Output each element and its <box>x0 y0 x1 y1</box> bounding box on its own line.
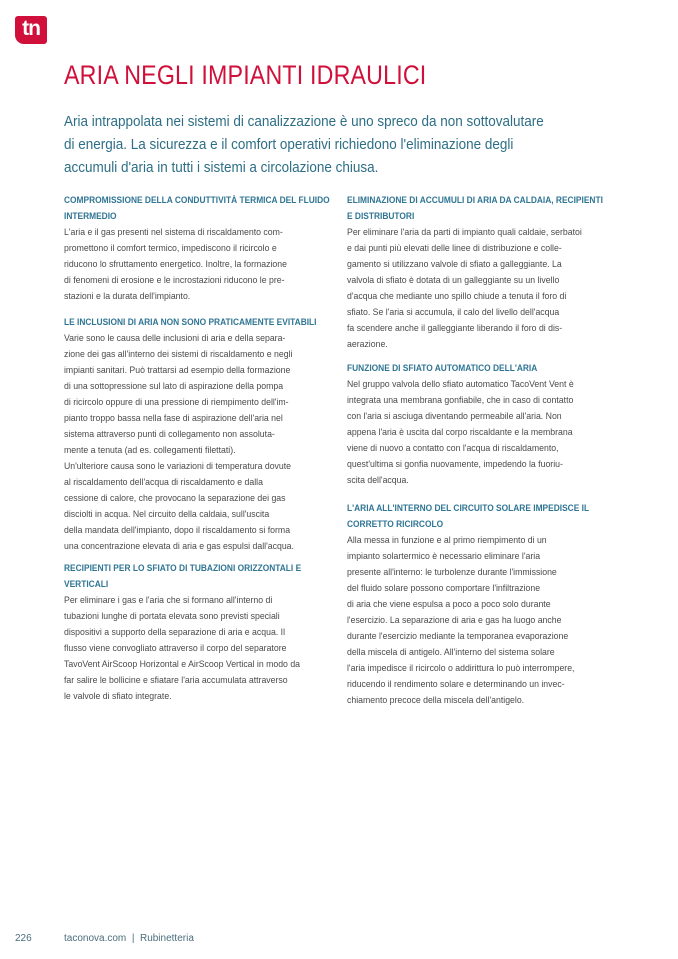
body-line: promettono il comfort termico, impediscono il ricircolo e <box>64 242 277 253</box>
intro-line: Aria intrappolata nei sistemi di canalizzazione è uno spreco da non sottovalutare <box>64 114 544 130</box>
body-line: appena l'aria è uscita dal corpo riscaldante e la membrana <box>347 426 573 437</box>
body-line: cessione di calore, che provocano la separazione dei gas <box>64 492 286 503</box>
section-body <box>347 224 637 352</box>
body-line: impianto solartermico è necessario eliminare l'aria <box>347 550 541 561</box>
section-heading <box>64 560 354 592</box>
body-line: Per eliminare i gas e l'aria che si formano all'interno di <box>64 594 273 605</box>
body-line: di una sottopressione sul lato di aspirazione della pompa <box>64 380 284 391</box>
body-line: durante l'esercizio mediante la temporanea evaporazione <box>347 630 569 641</box>
section-heading <box>347 360 637 376</box>
heading-line: LE INCLUSIONI DI ARIA NON SONO PRATICAMENTE EVITABILI <box>64 317 317 327</box>
section-inclusioni-aria <box>64 314 354 554</box>
section-heading <box>64 314 354 330</box>
body-line: della miscela di antigelo. All'interno del sistema solare <box>347 646 555 657</box>
section-body <box>347 376 637 488</box>
body-line: flusso viene convogliato attraverso il corpo del separatore <box>64 642 287 653</box>
intro-line: di energia. La sicurezza e il comfort operativi richiedono l'eliminazione degli <box>64 137 514 153</box>
body-line: con l'aria si asciuga diventando permeabile all'aria. Non <box>347 410 562 421</box>
section-body <box>64 330 354 554</box>
body-line: al riscaldamento dell'acqua di riscaldamento e dalla <box>64 476 263 487</box>
section-sfiato-automatico <box>347 360 637 488</box>
section-recipienti-sfiato <box>64 560 354 704</box>
body-line: tubazioni lunghe di portata elevata sono previsti speciali <box>64 610 280 621</box>
body-line: sfiato. Se l'aria si accumula, il calo del livello dell'acqua <box>347 306 560 317</box>
body-line: di aria che viene espulsa a poco a poco solo durante <box>347 598 551 609</box>
body-line: mente a tenuta (ad es. collegamenti filettati). <box>64 444 236 455</box>
heading-line: CORRETTO RICIRCOLO <box>347 519 444 529</box>
body-line: presente all'interno: le turbolenze durante l'immissione <box>347 566 557 577</box>
body-line: della mandata dell'impianto, dopo il riscaldamento si forma <box>64 524 291 535</box>
body-line: l'aria impedisce il ricircolo o addirittura lo può interrompere, <box>347 662 575 673</box>
footer-text: taconova.com | Rubinetteria <box>64 933 194 944</box>
body-line: fa scendere anche il galleggiante liberando il foro di dis- <box>347 322 563 333</box>
body-line: zione dei gas all'interno dei sistemi di riscaldamento e negli <box>64 348 293 359</box>
heading-line: COMPROMISSIONE DELLA CONDUTTIVITÀ TERMICA DEL FLUIDO <box>64 195 330 205</box>
section-conduttivita <box>64 192 354 304</box>
section-circuito-solare <box>347 500 637 708</box>
section-heading <box>347 192 637 224</box>
body-line: aerazione. <box>347 338 388 349</box>
heading-line: VERTICALI <box>64 579 109 589</box>
body-line: L'aria e il gas presenti nel sistema di riscaldamento com- <box>64 226 283 237</box>
heading-line: ELIMINAZIONE DI ACCUMULI DI ARIA DA CALDAIA, RECIPIENTI <box>347 195 603 205</box>
section-eliminazione-accumuli <box>347 192 637 352</box>
body-line: chiamento precoce della miscela dell'antigelo. <box>347 694 525 705</box>
body-line: quest'ultima si gonfia nuovamente, impedendo la fuoriu- <box>347 458 563 469</box>
body-line: le valvole di sfiato integrate. <box>64 690 172 701</box>
body-line: gamento si utilizzano valvole di sfiato a galleggiante. La <box>347 258 562 269</box>
body-line: scita dell'acqua. <box>347 474 409 485</box>
body-line: disciolti in acqua. Nel circuito della caldaia, sull'uscita <box>64 508 270 519</box>
body-line: pianto troppo bassa nella fase di aspirazione dell'aria nel <box>64 412 283 423</box>
section-body <box>64 224 354 304</box>
heading-line: E DISTRIBUTORI <box>347 211 415 221</box>
body-line: e dai punti più elevati delle linee di distribuzione e colle- <box>347 242 562 253</box>
page-number: 226 <box>15 933 32 944</box>
body-line: Per eliminare l'aria da parti di impianto quali caldaie, serbatoi <box>347 226 582 237</box>
heading-line: L'ARIA ALL'INTERNO DEL CIRCUITO SOLARE IMPEDISCE IL <box>347 503 590 513</box>
body-line: Varie sono le causa delle inclusioni di aria e della separa- <box>64 332 286 343</box>
body-line: integrata una membrana gonfiabile, che in caso di contatto <box>347 394 574 405</box>
section-body <box>64 592 354 704</box>
intro-line: accumuli d'aria in tutti i sistemi a circolazione chiusa. <box>64 160 379 176</box>
body-line: dispositivi a supporto della separazione di aria e acqua. Il <box>64 626 286 637</box>
body-line: l'esercizio. La separazione di aria e gas ha luogo anche <box>347 614 562 625</box>
body-line: far salire le bollicine e sfiatare l'aria accumulata attraverso <box>64 674 288 685</box>
body-line: sistema attraverso punti di collegamento non assoluta- <box>64 428 275 439</box>
body-line: viene di nuovo a contatto con l'acqua di riscaldamento, <box>347 442 559 453</box>
body-line: del fluido solare possono comportare l'infiltrazione <box>347 582 541 593</box>
body-line: di ricircolo oppure di una pressione di riempimento dell'im- <box>64 396 289 407</box>
body-line: una concentrazione elevata di aria e gas espulsi dall'acqua. <box>64 540 294 551</box>
body-line: Nel gruppo valvola dello sfiato automatico TacoVent Vent è <box>347 378 574 389</box>
body-line: TavoVent AirScoop Horizontal e AirScoop Vertical in modo da <box>64 658 301 669</box>
body-line: Un'ulteriore causa sono le variazioni di temperatura dovute <box>64 460 292 471</box>
body-line: valvola di sfiato è dotata di un galleggiante su un livello <box>347 274 560 285</box>
page-title: ARIA NEGLI IMPIANTI IDRAULICI <box>64 60 427 90</box>
body-line: stazioni e la durata dell'impianto. <box>64 290 191 301</box>
taconova-logo: tn <box>15 16 47 44</box>
intro-paragraph <box>64 111 580 180</box>
section-body <box>347 532 637 708</box>
body-line: Alla messa in funzione e al primo riempimento di un <box>347 534 547 545</box>
section-heading <box>347 500 637 532</box>
heading-line: FUNZIONE DI SFIATO AUTOMATICO DELL'ARIA <box>347 363 538 373</box>
body-line: d'acqua che mediante uno spillo chiude a tenuta il foro di <box>347 290 567 301</box>
body-line: di fenomeni di erosione e le incrostazioni riducono le pre- <box>64 274 285 285</box>
body-line: riducendo il rendimento solare e determinando un invec- <box>347 678 565 689</box>
heading-line: INTERMEDIO <box>64 211 117 221</box>
heading-line: RECIPIENTI PER LO SFIATO DI TUBAZIONI ORIZZONTALI E <box>64 563 302 573</box>
section-heading <box>64 192 354 224</box>
body-line: riducono lo sfruttamento energetico. Inoltre, la formazione <box>64 258 287 269</box>
body-line: impianti sanitari. Può trattarsi ad esempio della formazione <box>64 364 291 375</box>
